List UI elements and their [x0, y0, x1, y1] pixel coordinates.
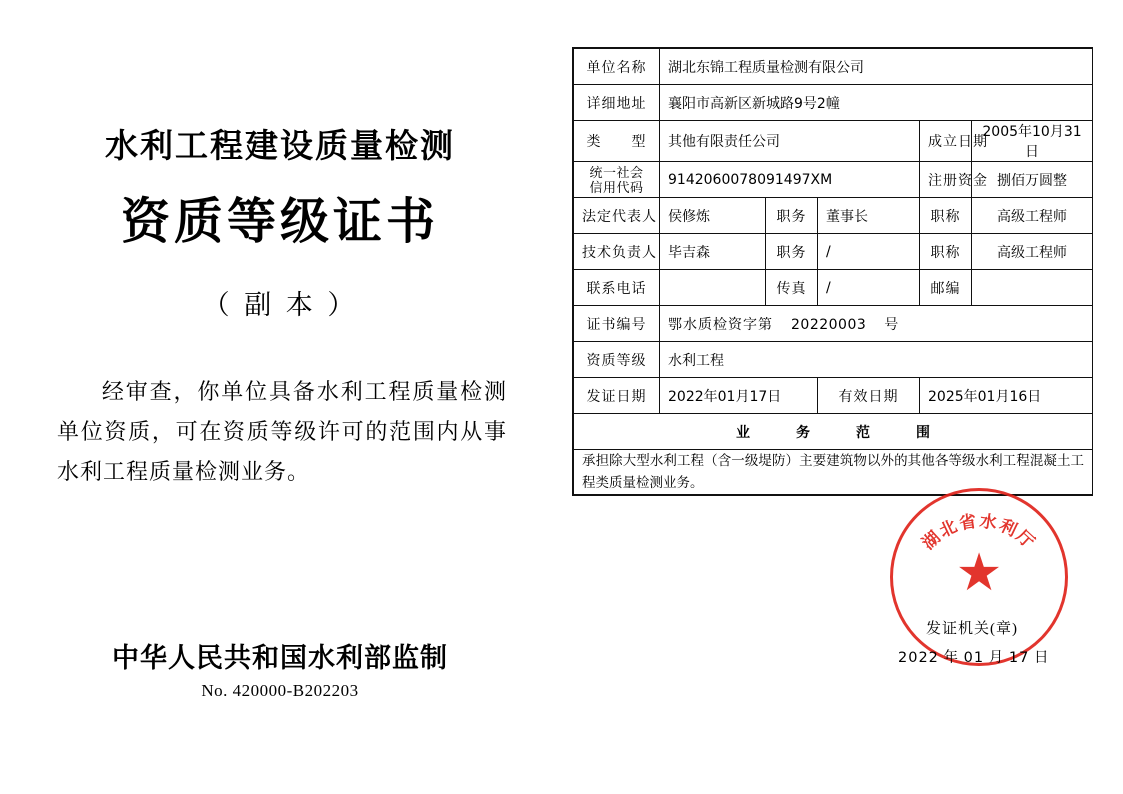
seal-star-icon: ★ — [955, 544, 1003, 602]
tech-lead-post-value: / — [818, 234, 920, 270]
signature-date — [898, 646, 1049, 667]
certificate-left-panel — [0, 0, 560, 794]
table-row-qualification — [574, 342, 1093, 378]
table-row-address — [574, 85, 1093, 121]
tech-lead-title-value: 高级工程师 — [972, 234, 1093, 270]
certificate-body-paragraph: 经审查，你单位具备水利工程质量检测单位资质，可在资质等级许可的范围内从事水利工程质量检测业务。 — [57, 379, 507, 484]
certificate-info-table-wrapper — [572, 47, 1093, 666]
scope-body-cell — [574, 450, 1093, 666]
qualification-value: 水利工程 — [660, 342, 1093, 378]
signature-year: 2022 — [898, 650, 939, 666]
tech-lead-title-label: 职称 — [920, 234, 972, 270]
valid-date-value: 2025年01月16日 — [920, 378, 1093, 414]
credit-code-label-line1: 统一社会 — [589, 164, 644, 180]
legal-rep-label: 法定代表人 — [574, 198, 660, 234]
certificate-info-table — [573, 48, 1093, 666]
zip-value — [972, 270, 1093, 306]
issue-date-value: 2022年01月17日 — [660, 378, 818, 414]
cert-no-label: 证书编号 — [574, 306, 660, 342]
certificate-title-subtitle: （ 副 本 ） — [202, 290, 358, 321]
tech-lead-post-label: 职务 — [766, 234, 818, 270]
qualification-label: 资质等级 — [574, 342, 660, 378]
found-date-label: 成立日期 — [920, 121, 972, 162]
signature-day: 17 — [1008, 650, 1030, 666]
table-row-unit-name — [574, 49, 1093, 85]
certificate-serial-number: No. 420000-B202203 — [201, 681, 359, 700]
seal-org-arc-text: 湖北省水利厅 — [918, 511, 1040, 554]
legal-rep-post-value: 董事长 — [818, 198, 920, 234]
table-row-contact — [574, 270, 1093, 306]
scope-text: 承担除大型水利工程（含一级堤防）主要建筑物以外的其他各等级水利工程混凝土工程类质量检测业务。 — [582, 453, 1085, 491]
signature-year-unit: 年 — [943, 650, 960, 666]
table-row-type — [574, 121, 1093, 162]
address-value: 襄阳市高新区新城路9号2幢 — [660, 85, 1093, 121]
phone-label: 联系电话 — [574, 270, 660, 306]
tech-lead-value: 毕吉森 — [660, 234, 766, 270]
signature-day-unit: 日 — [1033, 650, 1050, 666]
table-row-dates — [574, 378, 1093, 414]
type-value: 其他有限责任公司 — [660, 121, 920, 162]
zip-label: 邮编 — [920, 270, 972, 306]
phone-value — [660, 270, 766, 306]
certificate-body-text — [57, 372, 507, 492]
cert-no-suffix: 号 — [884, 317, 900, 333]
legal-rep-title-value: 高级工程师 — [972, 198, 1093, 234]
table-row-legal-rep — [574, 198, 1093, 234]
fax-label: 传真 — [766, 270, 818, 306]
table-row-scope-body — [574, 450, 1093, 495]
fax-value: / — [818, 270, 920, 306]
capital-label: 注册资金 — [920, 162, 972, 198]
type-label: 类 型 — [574, 121, 660, 162]
unit-name-value: 湖北东锦工程质量检测有限公司 — [660, 49, 1093, 85]
capital-value: 捌佰万圆整 — [972, 162, 1093, 198]
cert-no-number: 20220003 — [791, 316, 867, 333]
credit-code-label — [574, 162, 660, 198]
certificate-title-block — [0, 120, 560, 322]
certificate-title-line2: 资质等级证书 — [120, 192, 439, 250]
table-row-tech-lead — [574, 234, 1093, 270]
issuing-organization-label: 发证机关(章) — [926, 621, 1018, 637]
credit-code-label-line2: 信用代码 — [589, 179, 644, 195]
cert-no-prefix: 鄂水质检资字第 — [668, 317, 773, 333]
signature-month-unit: 月 — [988, 650, 1005, 666]
valid-date-label: 有效日期 — [818, 378, 920, 414]
scope-heading: 业 务 范 围 — [574, 414, 1093, 450]
certificate-issuer: 中华人民共和国水利部监制 — [112, 643, 448, 674]
credit-code-value: 9142060078091497XM — [660, 162, 920, 198]
found-date-value: 2005年10月31日 — [972, 121, 1093, 162]
legal-rep-title-label: 职称 — [920, 198, 972, 234]
table-row-credit-code — [574, 162, 1093, 198]
unit-name-label: 单位名称 — [574, 49, 660, 85]
table-row-scope-heading — [574, 414, 1093, 450]
legal-rep-post-label: 职务 — [766, 198, 818, 234]
legal-rep-value: 侯修炼 — [660, 198, 766, 234]
official-seal-stamp — [890, 488, 1068, 666]
signature-month: 01 — [963, 650, 985, 666]
issue-date-label: 发证日期 — [574, 378, 660, 414]
certificate-title-line1: 水利工程建设质量检测 — [105, 126, 455, 165]
cert-no-value — [660, 306, 1093, 342]
address-label: 详细地址 — [574, 85, 660, 121]
tech-lead-label: 技术负责人 — [574, 234, 660, 270]
table-row-cert-no — [574, 306, 1093, 342]
